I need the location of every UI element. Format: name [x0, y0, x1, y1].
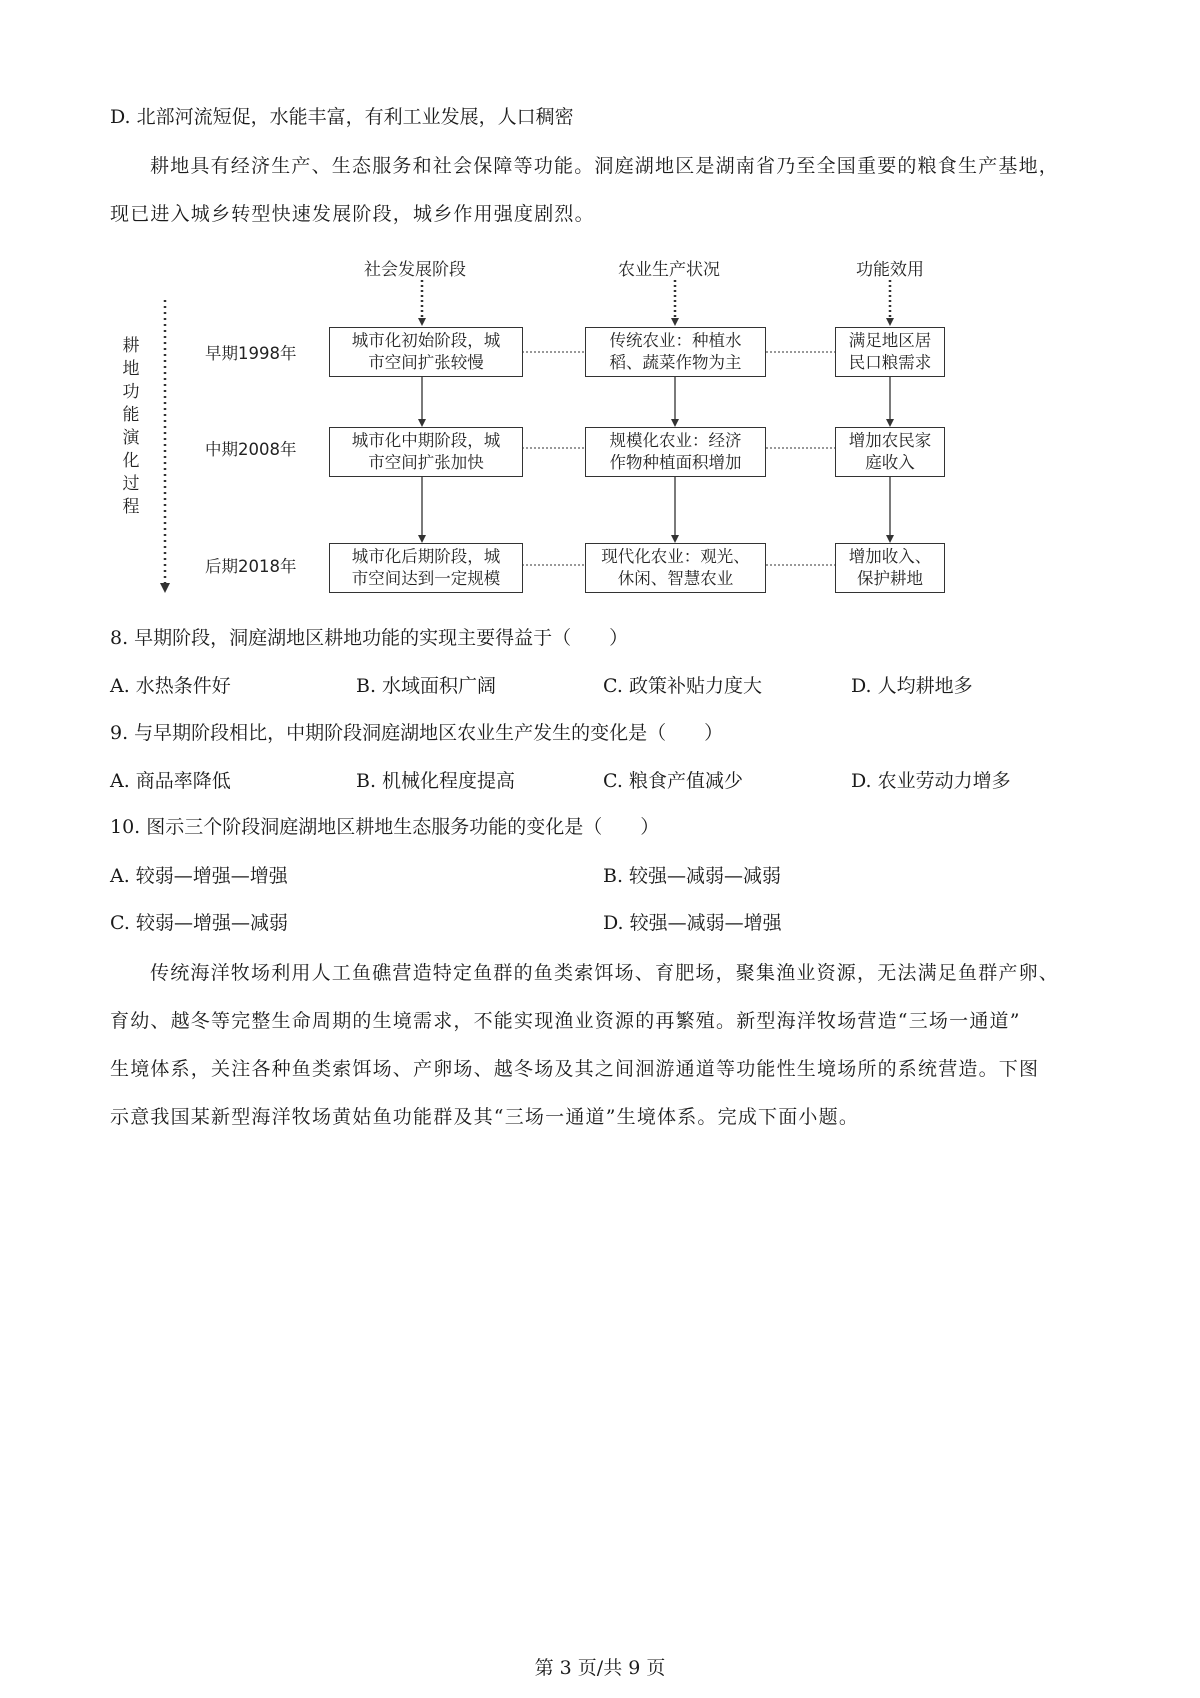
intro-paragraph-line: 现已进入城乡转型快速发展阶段，城乡作用强度剧烈。 — [110, 203, 595, 225]
vertical-label-char: 耕 — [122, 336, 140, 356]
vertical-label-char: 化 — [122, 451, 140, 471]
box-function-late — [835, 543, 945, 593]
box-function-early — [835, 327, 945, 377]
box-text-line: 市空间扩张较慢 — [368, 353, 484, 372]
box-text-line: 满足地区居 — [848, 331, 932, 350]
column-header-social-stage: 社会发展阶段 — [364, 260, 466, 280]
box-text-line: 作物种植面积增加 — [609, 453, 742, 472]
question-8-option-b: B. 水域面积广阔 — [356, 675, 497, 697]
question-9-option-b: B. 机械化程度提高 — [356, 770, 516, 792]
box-text-line: 城市化后期阶段，城 — [351, 547, 501, 566]
question-10-option-c: C. 较弱—增强—减弱 — [110, 912, 288, 934]
box-text-line: 增加收入、 — [848, 547, 932, 566]
box-text-line: 庭收入 — [865, 453, 915, 472]
question-10-stem: 10. 图示三个阶段洞庭湖地区耕地生态服务功能的变化是（ ） — [110, 816, 660, 838]
box-agriculture-middle — [585, 427, 766, 477]
vertical-label-char: 演 — [122, 428, 140, 448]
intro2-paragraph-line: 育幼、越冬等完整生命周期的生境需求，不能实现渔业资源的再繁殖。新型海洋牧场营造“三场一通道” — [110, 1010, 1021, 1032]
vertical-label-char: 功 — [122, 382, 140, 402]
question-8-option-d: D. 人均耕地多 — [851, 675, 973, 697]
vertical-label-char: 地 — [122, 359, 140, 379]
question-10-option-b: B. 较强—减弱—减弱 — [603, 865, 782, 887]
vertical-label-char: 程 — [122, 497, 140, 517]
box-text-line: 传统农业：种植水 — [609, 331, 742, 350]
box-text-line: 稻、蔬菜作物为主 — [609, 353, 742, 372]
box-text-line: 市空间达到一定规模 — [351, 569, 501, 588]
stage-label-middle: 中期2008年 — [205, 440, 297, 459]
box-text-line: 市空间扩张加快 — [368, 453, 484, 472]
question-8-option-a: A. 水热条件好 — [110, 675, 231, 697]
page-number: 第 3 页/共 9 页 — [534, 1657, 666, 1679]
stage-label-early: 早期1998年 — [205, 344, 297, 363]
vertical-label-char: 能 — [122, 405, 140, 425]
box-text-line: 现代化农业：观光、 — [601, 547, 750, 566]
box-text-line: 增加农民家 — [848, 431, 932, 450]
question-10-option-d: D. 较强—减弱—增强 — [603, 912, 782, 934]
question-9-option-d: D. 农业劳动力增多 — [851, 770, 1011, 792]
question-9-option-c: C. 粮食产值减少 — [603, 770, 743, 792]
intro2-paragraph-line: 生境体系，关注各种鱼类索饵场、产卵场、越冬场及其之间洄游通道等功能性生境场所的系统营造。下图 — [110, 1058, 1040, 1080]
question-9-option-a: A. 商品率降低 — [110, 770, 231, 792]
box-text-line: 民口粮需求 — [848, 353, 932, 372]
box-text-line: 休闲、智慧农业 — [617, 569, 734, 588]
intro2-paragraph-line: 示意我国某新型海洋牧场黄姑鱼功能群及其“三场一通道”生境体系。完成下面小题。 — [110, 1106, 860, 1128]
vertical-label-char: 过 — [122, 474, 140, 494]
box-urbanization-late — [329, 543, 523, 593]
question-10-option-a: A. 较弱—增强—增强 — [110, 865, 288, 887]
box-text-line: 城市化中期阶段，城 — [351, 431, 501, 450]
box-text-line: 规模化农业：经济 — [609, 431, 742, 450]
previous-option-d: D. 北部河流短促，水能丰富，有利工业发展，人口稠密 — [110, 106, 574, 128]
box-agriculture-late — [585, 543, 766, 593]
intro2-paragraph-line: 传统海洋牧场利用人工鱼礁营造特定鱼群的鱼类索饵场、育肥场，聚集渔业资源，无法满足鱼群产卵、 — [150, 962, 1060, 984]
stage-label-late: 后期2018年 — [205, 557, 297, 576]
question-8-stem: 8. 早期阶段，洞庭湖地区耕地功能的实现主要得益于（ ） — [110, 627, 629, 649]
box-text-line: 城市化初始阶段，城 — [351, 331, 501, 350]
box-urbanization-early — [329, 327, 523, 377]
box-text-line: 保护耕地 — [857, 569, 923, 588]
column-header-function: 功能效用 — [856, 260, 924, 280]
intro-paragraph-line: 耕地具有经济生产、生态服务和社会保障等功能。洞庭湖地区是湖南省乃至全国重要的粮食生产基地， — [150, 155, 1060, 177]
diagram-connectors — [110, 255, 950, 600]
box-agriculture-early — [585, 327, 766, 377]
column-header-agriculture: 农业生产状况 — [618, 260, 720, 280]
box-urbanization-middle — [329, 427, 523, 477]
box-function-middle — [835, 427, 945, 477]
question-9-stem: 9. 与早期阶段相比，中期阶段洞庭湖地区农业生产发生的变化是（ ） — [110, 722, 724, 744]
farmland-function-evolution-diagram — [110, 255, 950, 600]
question-8-option-c: C. 政策补贴力度大 — [603, 675, 762, 697]
